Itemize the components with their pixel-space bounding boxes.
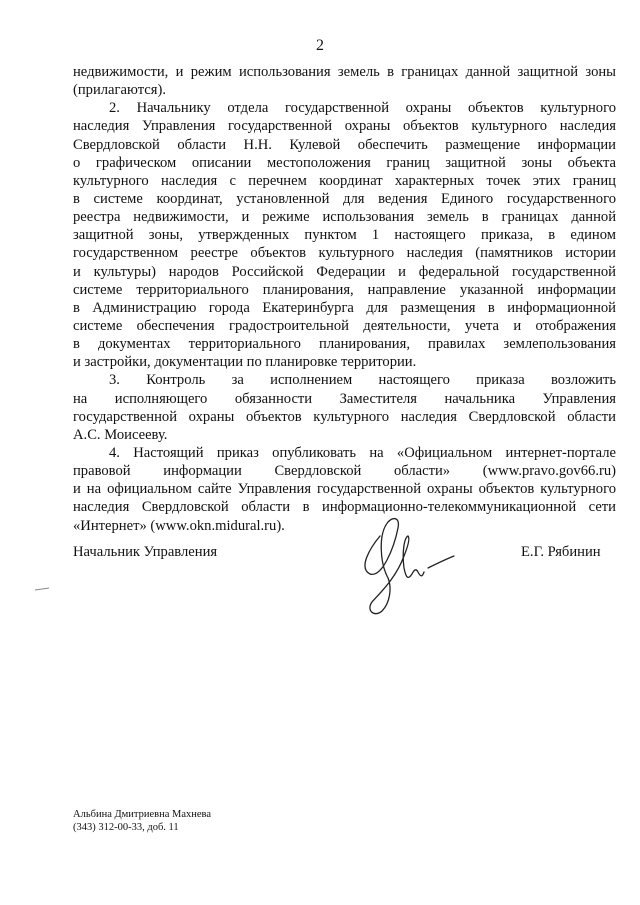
contact-phone: (343) 312-00-33, доб. 11 (73, 822, 179, 833)
body-line-23: правовой информации Свердловской области» (www.pravo.gov66.ru) (73, 463, 616, 480)
body-line-15: системе обеспечения градостроительной деятельности, учета и отображения (73, 317, 616, 334)
body-line-5: Свердловской области Н.Н. Кулевой обеспечить размещение информации (73, 136, 616, 153)
body-line-7: культурного наследия с перечнем координат характерных точек этих границ (73, 172, 616, 189)
signatory-name: Е.Г. Рябинин (521, 544, 601, 560)
contact-name: Альбина Дмитриевна Махнева (73, 809, 212, 820)
scan-mark (34, 587, 50, 591)
body-line-24: и на официальном сайте Управления государственной охраны объектов культурного (73, 481, 616, 498)
handwritten-signature (340, 508, 470, 623)
body-line-25: наследия Свердловской области в информационно-телекоммуникационной сети (73, 499, 616, 516)
body-line-13: системе территориального планирования, направление указанной информации (73, 281, 616, 298)
body-line-11: государственном реестре объектов культурного наследия (памятников истории (73, 245, 616, 262)
body-line-14: в Администрацию города Екатеринбурга для размещения в информационной (73, 299, 616, 316)
body-line-2: (прилагаются). (73, 82, 166, 99)
body-line-22: 4. Настоящий приказ опубликовать на «Официальном интернет-портале (109, 444, 616, 461)
document-body (73, 63, 616, 535)
body-line-20: государственной охраны объектов культурного наследия Свердловской области (73, 408, 616, 425)
body-line-1: недвижимости, и режим использования земель в границах данной защитной зоны (73, 64, 616, 80)
body-line-4: наследия Управления государственной охраны объектов культурного наследия (73, 118, 616, 135)
signatory-title: Начальник Управления (73, 544, 218, 560)
contact-block (73, 808, 211, 834)
body-line-19: на исполняющего обязанности Заместителя начальника Управления (73, 390, 616, 407)
body-line-10: защитной зоны, утвержденных пунктом 1 настоящего приказа, в едином (73, 227, 616, 244)
body-line-12: и культуры) народов Российской Федерации и федеральной государственной (73, 263, 616, 280)
body-line-17: и застройки, документации по планировке территории. (73, 354, 417, 371)
body-line-9: реестра недвижимости, и режиме использования земель в границах данной (73, 209, 616, 226)
body-line-26: «Интернет» (www.okn.midural.ru). (73, 517, 285, 534)
page-number: 2 (316, 37, 324, 54)
body-line-21: А.С. Моисееву. (73, 426, 168, 443)
body-line-8: в системе координат, установленной для ведения Единого государственного (73, 190, 616, 207)
body-line-18: 3. Контроль за исполнением настоящего приказа возложить (109, 372, 616, 389)
body-line-16: в документах территориального планирования, правилах землепользования (73, 336, 616, 353)
body-line-6: о графическом описании местоположения границ защитной зоны объекта (73, 154, 616, 171)
body-line-3: 2. Начальнику отдела государственной охраны объектов культурного (109, 100, 616, 117)
